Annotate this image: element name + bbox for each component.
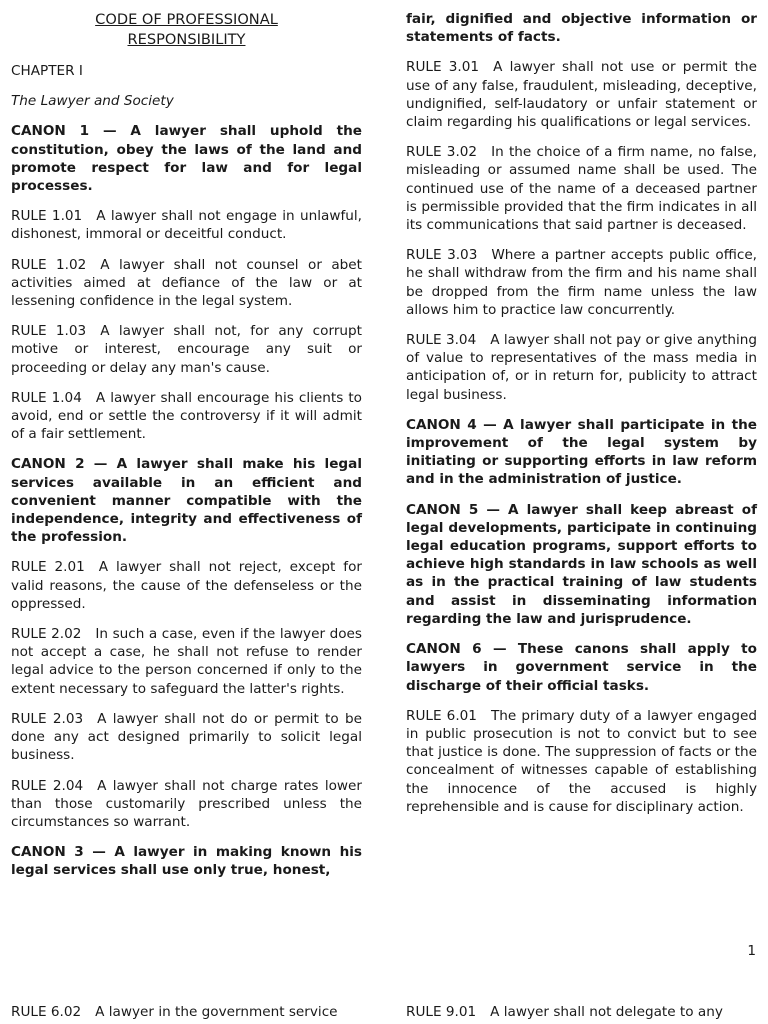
rule-text: In the choice of a firm name, no false, misleading or assumed name shall be used. The continued use of the name of a deceased partner is permissible provided that the firm indicates in all its communications that said partner is deceased.: [406, 144, 757, 234]
rule-text: A lawyer shall not counsel or abet activities aimed at defiance of the law or at lessening confidence in the legal system.: [11, 256, 363, 310]
document-title: [11, 10, 362, 50]
rule-3-04: [406, 331, 757, 404]
rule-text: A lawyer shall not pay or give anything of value to representatives of the mass media in anticipation of, or in return for, publicity to attract legal business.: [406, 332, 757, 403]
rule-2-04: [11, 777, 362, 832]
rule-text: The primary duty of a lawyer engaged in public prosecution is not to convict but to see that justice is done. The suppression of facts or the concealment of witnesses capable of establishing the innocence of the accused is highly reprehensible and is cause for disciplinary action.: [406, 707, 757, 815]
rule-number: RULE 3.02: [406, 144, 478, 161]
rule-text: A lawyer shall not delegate to any: [490, 1004, 723, 1020]
rule-number: RULE 9.01: [406, 1004, 477, 1020]
chapter-heading: CHAPTER I: [11, 63, 83, 79]
rule-number: RULE 2.03: [11, 710, 84, 727]
title-line-2: RESPONSIBILITY: [127, 31, 246, 48]
rule-number: RULE 3.01: [406, 59, 480, 76]
rule-number: RULE 6.02: [11, 1004, 82, 1020]
rule-1-01: [11, 207, 362, 243]
rule-text: A lawyer shall not use or permit the use of any false, fraudulent, misleading, deceptive, undignified, self-laudatory or unfair statement or claim regarding his qualifications or legal services.: [406, 59, 757, 131]
rule-6-01: [406, 707, 757, 816]
rule-number: RULE 6.01: [406, 707, 477, 724]
rule-text: A lawyer shall not engage in unlawful, dishonest, immoral or deceitful conduct.: [11, 208, 362, 243]
page-number: 1: [747, 943, 756, 959]
rule-number: RULE 2.02: [11, 626, 82, 643]
rule-number: RULE 3.03: [406, 247, 478, 264]
rule-number: RULE 1.04: [11, 389, 82, 406]
rule-number: RULE 1.01: [11, 208, 83, 225]
rule-number: RULE 1.02: [11, 256, 87, 273]
rule-number: RULE 3.04: [406, 332, 477, 349]
canon-5: CANON 5 — A lawyer shall keep abreast of legal developments, participate in continuing legal education programs, support efforts to achieve high standards in law schools as well as in the practical training of law students and assist in disseminating information regarding the law and jurisprudence.: [406, 501, 757, 627]
next-page-right-line: [406, 1003, 757, 1021]
left-column: [11, 10, 362, 892]
rule-text: A lawyer shall not reject, except for valid reasons, the cause of the defenseless or the oppressed.: [11, 559, 362, 612]
rule-text: A lawyer shall not, for any corrupt motive or interest, encourage any suit or proceeding or delay any man's cause.: [11, 323, 362, 376]
rule-text: A lawyer shall not charge rates lower than those customarily prescribed unless the circumstances so warrant.: [11, 777, 362, 830]
rule-number: RULE 2.01: [11, 559, 85, 576]
rule-1-03: [11, 322, 362, 377]
canon-6: CANON 6 — These canons shall apply to lawyers in government service in the discharge of their official tasks.: [406, 641, 757, 694]
rule-1-02: [11, 256, 362, 311]
rule-3-01: [406, 58, 757, 131]
rule-3-03: [406, 246, 757, 319]
rule-3-02: [406, 143, 757, 234]
rule-1-04: [11, 389, 362, 444]
canon-4: CANON 4 — A lawyer shall participate in the improvement of the legal system by initiating or supporting efforts in law reform and in the administration of justice.: [406, 416, 757, 488]
rule-text: A lawyer shall not do or permit to be done any act designed primarily to solicit legal business.: [11, 710, 362, 764]
canon-2: CANON 2 — A lawyer shall make his legal services available in an efficient and convenient manner compatible with the independence, integrity and effectiveness of the profession.: [11, 456, 362, 546]
rule-text: A lawyer in the government service: [95, 1004, 338, 1020]
canon-3: CANON 3 — A lawyer in making known his legal services shall use only true, honest,: [11, 844, 362, 879]
canon-1: CANON 1 — A lawyer shall uphold the constitution, obey the laws of the land and promote respect for law and for legal processes.: [11, 123, 362, 195]
rule-2-03: [11, 710, 362, 765]
rule-number: RULE 1.03: [11, 323, 87, 340]
next-page-left-line: [11, 1003, 362, 1021]
right-column: [406, 10, 757, 828]
chapter-subtitle: The Lawyer and Society: [11, 93, 174, 110]
title-line-1: CODE OF PROFESSIONAL: [95, 11, 278, 28]
rule-text: In such a case, even if the lawyer does not accept a case, he shall not refuse to render legal advice to the person concerned if only to the extent necessary to safeguard the latter's rights.: [11, 626, 362, 697]
rule-2-02: [11, 625, 362, 698]
rule-text: Where a partner accepts public office, he shall withdraw from the firm and his name shall be dropped from the firm name unless the law allows him to practice law concurrently.: [406, 247, 758, 318]
canon-3-continued: fair, dignified and objective information or statements of facts.: [406, 11, 757, 46]
rule-2-01: [11, 558, 362, 613]
rule-number: RULE 2.04: [11, 777, 84, 794]
rule-text: A lawyer shall encourage his clients to avoid, end or settle the controversy if it will admit of a fair settlement.: [11, 389, 362, 443]
